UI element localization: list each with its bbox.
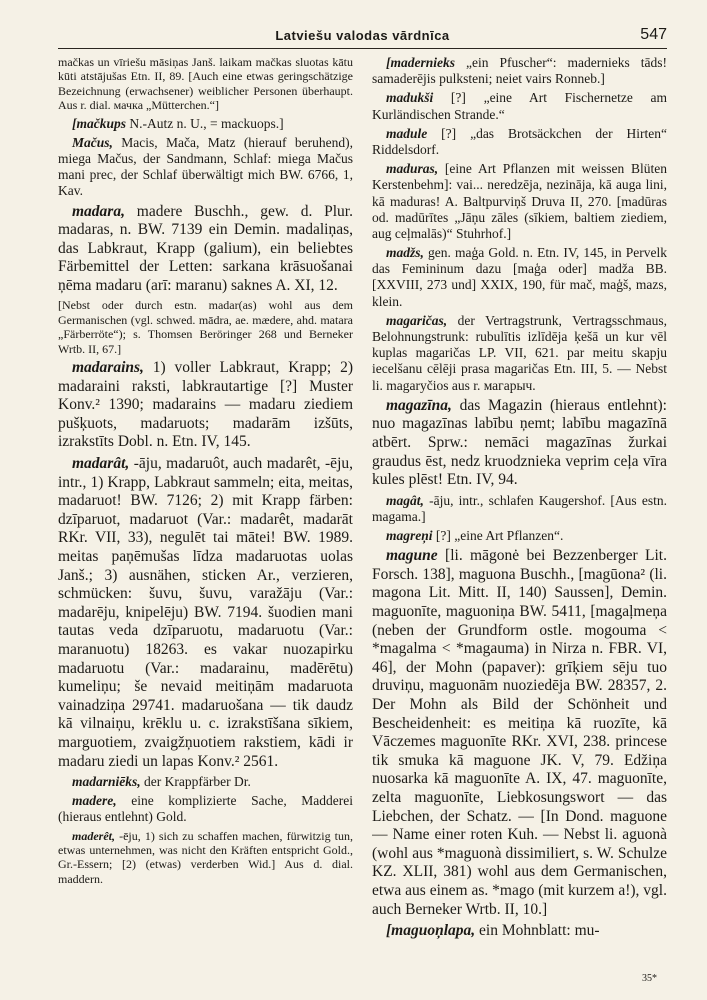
entry-headword: magât,	[386, 492, 424, 508]
entry-headword: madarniēks,	[72, 774, 141, 790]
two-column-body	[58, 55, 667, 965]
entry-text: [?] „das Brotsäckchen der Hirten“ Riddelsdorf.	[372, 125, 667, 157]
entry-text: -āju, madaruôt, auch madarêt, -ēju, intr., 1) Krapp, Labkraut sammeln; eita, meitas, madaruot! BW. 7126; 2) mit Krapp färben: dzīparuot, madaruot (Var.: madarêt, madarāt RKr. VII, 33), negulēt tai mātei! BW. 1989. meitas paņēmušas līdza madaruotas uolas Janš.; 3) ausnähen, sticken Ar., verzieren, schmücken: šuvu, šuvu, varažāju (Var.: madarēju, knipelēju) BW. 7194. šuodien mani tautas veda dzīparuotu, madaruotu (Var.: maranuotu) 18263. es vakar nuozapirku madaruotu (Var.: madarainu, madērētu) kumeliņu; še nevaid meitiņām madaruota vainadziņa 29741. madaruošana — tik daudz kā vilnaiņu, krēklu u. c. izrakstīšana sīkiem, marguotiem, zvaigžņuotiem rakstiem, kādi ir madaru ziedi un lapas Konv.² 2561.	[58, 455, 353, 770]
entry-text: das Magazin (hieraus entlehnt): nuo magazīnas labību ņemt; labību magazīnā atbērt. Sprw.: nemāci magazīnas žurkai graudus ēst, nedz kruodzniekа veprim ceļa vīra kules plēst! Etn. IV, 94.	[372, 396, 667, 489]
dictionary-entry	[372, 245, 667, 310]
entry-headword: maderêt,	[72, 828, 115, 843]
page-header	[58, 26, 667, 49]
entry-text: madere Buschh., gew. d. Plur. madaras, n. BW. 7139 ein Demin. madaliņas, das Labkraut, Krapp (galium), ein beliebtes Färbemittel der Letten: sarkana krāsuošanai ņēma madaru (arī: maranu) saknes A. XI, 12.	[58, 202, 353, 294]
entry-text: [Nebst oder durch estn. madar(as) wohl aus dem Germanischen (vgl. schwed. mādra, ae. mædere, ahd. matara „Färberröte“); s. Thomsen Beröringer 268 und Berneker Wrtb. II, 67.]	[58, 298, 353, 356]
dictionary-entry	[372, 528, 667, 544]
entry-headword: [madernieks	[386, 55, 455, 70]
dictionary-entry	[372, 313, 667, 394]
entry-text: der Vertragstrunk, Vertragsschmaus, Belohnungstrunk: rubulītis izlīdēja ķešā un kur vēl kuplas magaričas LP. VII, 621. par meitu skapju iecelšanu cēlēji prasa magaričas Etn. III, 5. — Nebst li. magaryčios aus r. магарыч.	[372, 312, 667, 393]
entry-text: [?] „eine Art Fischernetze am Kurländischen Strande.“	[372, 90, 667, 122]
dictionary-entry	[372, 493, 667, 525]
dictionary-entry	[58, 829, 353, 887]
entry-text: der Krappfärber Dr.	[140, 774, 251, 790]
entry-headword: madere,	[72, 793, 117, 809]
entry-headword: Mačus,	[72, 134, 113, 150]
page-number: 547	[640, 26, 667, 43]
entry-headword: madule	[386, 125, 428, 141]
running-title: Latviešu valodas vārdnīca	[275, 28, 450, 43]
dictionary-entry	[372, 547, 667, 919]
dictionary-entry	[58, 116, 353, 132]
dictionary-entry	[58, 55, 353, 113]
entry-headword: [mačkups	[72, 115, 126, 131]
dictionary-entry	[58, 359, 353, 452]
dictionary-entry	[372, 397, 667, 490]
entry-headword: magreņi	[386, 528, 433, 544]
entry-headword: madarains,	[72, 359, 144, 377]
entry-text: gen. maģa Gold. n. Etn. IV, 145, in Pervelk das Femininum dazu [maģa oder] madža BB. [XXVIII, 273 und] XXIX, 190, für mač, maģš, mazs, klein.	[372, 245, 667, 309]
entry-headword: magazīna,	[386, 396, 452, 414]
entry-text: [li. māgonė bei Bezzenberger Lit. Forsch. 138], maguona Buschh., [magūona² (li. magona Lit. Mitt. II, 140) Saussen], Demin. maguonīte, maguoniņa BW. 5411, [magaļmeņa (neben der Grundform ostle. mogouma < *magalma < *magauma) in Nirza n. FBR. VI, 46], der Mohn (papaver): grīķiem sēju tuo druviņu, maguonām nuoziedēja BW. 28357, 2. Der Mohn als Bild der Schönheit und Bescheidenheit: es meitiņa kā ruozīte, kā Vāczemes maguonīte RKr. XVI, 238. princese tik smuka kā maguone JK. V, 79. Edžiņa nuosarka kā maguonīte A. IX, 47. maguonīte, zelta maguonīte, Liebkosungswort — das Liebchen, der Schatz. — [In Dond. maguone — Name einer roten Kuh. — Nebst li. aguonà (wohl aus *maguonà dissimiliert, s. W. Schulze KZ. XLII, 381) wohl aus dem Germanischen, etwa aus einem as. *mago (mit kurzem a!), vgl. auch Berneker Wrtb. II, 10.]	[372, 547, 667, 918]
dictionary-entry	[58, 298, 353, 356]
entry-text: eine komplizierte Sache, Madderei (hieraus entlehnt) Gold.	[58, 793, 353, 825]
dictionary-entry	[58, 774, 353, 790]
dictionary-entry	[372, 90, 667, 122]
dictionary-entry	[372, 161, 667, 242]
dictionary-entry	[58, 203, 353, 296]
entry-text: [eine Art Pflanzen mit weissen Blüten Kerstenbehm]: vai... neredzēja, nezināja, kā auga lini, kā maduras! A. Baltpurviņš Druva II, 270. [madūras od. madūrītes „Jāņu zāles (sīkiem, baltiem ziediem, aug ceļmalās)“ Stuhrhof.]	[372, 161, 667, 241]
dictionary-entry	[58, 135, 353, 200]
entry-headword: magune	[386, 547, 438, 565]
dictionary-entry	[372, 126, 667, 158]
entry-headword: madara,	[72, 202, 125, 220]
entry-text: -āju, intr., schlafen Kaugershof. [Aus estn. magama.]	[372, 492, 667, 524]
entry-text: N.-Autz n. U., = mackuops.]	[126, 115, 284, 131]
entry-headword: magaričas,	[386, 312, 448, 328]
dictionary-entry	[372, 55, 667, 87]
entry-headword: maduras,	[386, 161, 439, 177]
right-column	[372, 55, 667, 965]
entry-headword: madukši	[386, 90, 434, 106]
entry-text: „ein Pfuscher“: madernieks tāds! samaderējis pulksteni; neiet vairs Ronneb.]	[372, 55, 667, 87]
dictionary-entry	[58, 455, 353, 771]
entry-text: [?] „eine Art Pflanzen“.	[432, 528, 564, 544]
entry-text: 1) voller Labkraut, Krapp; 2) madaraini raksti, labkrautartige [?] Muster Konv.² 1390; madarains — madaru ziediem pušķuots, madaruots; madarām izšūts, izrakstīts Dobl. n. Etn. IV, 145.	[58, 359, 353, 451]
entry-headword: madarât,	[72, 455, 130, 472]
entry-headword: madžs,	[386, 245, 424, 261]
entry-text: mačkas un vīriešu māsiņas Janš. laikam mačkas sluotas kātu kūti atstājušas Etn. II, 89. [Auch eine etwas geringschätzige Bezeichnung (erwachsener) weiblicher Personen überhaupt. Aus r. dial. мачка „Mütterchen.“]	[58, 55, 353, 113]
entry-text: ein Mohnblatt: mu-	[475, 922, 600, 940]
dictionary-entry	[58, 793, 353, 825]
entry-headword: [maguoņlapa,	[386, 922, 476, 940]
dictionary-entry	[372, 922, 667, 941]
entry-text: -ēju, 1) sich zu schaffen machen, fürwitzig tun, etwas unternehmen, was nicht den Kräften entspricht Gold., Gr.-Essern; [2) (etwas) verderben Wid.] Aus d. dial. maddern.	[58, 828, 353, 886]
entry-text: Macis, Mača, Matz (hierauf beruhend), miega Mačus, der Sandmann, Schlaf: miega Mačus mani prec, der Schlaf überwältigt mich BW. 6766, 1, Kav.	[58, 134, 353, 199]
signature-mark: 35*	[642, 973, 657, 984]
left-column	[58, 55, 353, 965]
